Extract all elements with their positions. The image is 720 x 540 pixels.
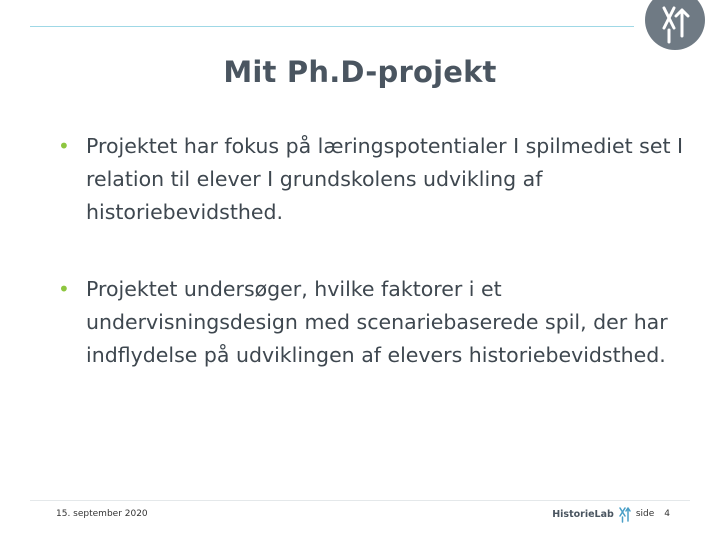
- bullet-text: Projektet har fokus på læringspotentialer I spilmediet set I relation til elever I grundskolens udvikling af historiebevidsthed.: [86, 134, 684, 224]
- historielab-mark-icon: [618, 505, 632, 523]
- bullet-text: Projektet undersøger, hvilke faktorer i et undervisningsdesign med scenariebaserede spil, der har indflydelse på udviklingen af elevers historiebevidsthed.: [86, 277, 668, 367]
- bullet-item: [56, 130, 696, 229]
- brand-name: HistorieLab: [552, 508, 614, 520]
- footer-divider: [30, 500, 690, 501]
- slide-title: Mit Ph.D-projekt: [223, 55, 497, 89]
- historielab-logo-icon: [644, 0, 706, 50]
- footer-brand-area: [552, 504, 670, 524]
- page-number: 4: [664, 509, 670, 519]
- header-divider: [30, 26, 634, 27]
- bullet-list: [56, 130, 696, 372]
- footer-date: 15. september 2020: [56, 509, 148, 519]
- bullet-dot-icon: •: [58, 277, 70, 301]
- bullet-item: [56, 273, 696, 372]
- bullet-dot-icon: •: [58, 134, 70, 158]
- page-label: side: [635, 509, 655, 519]
